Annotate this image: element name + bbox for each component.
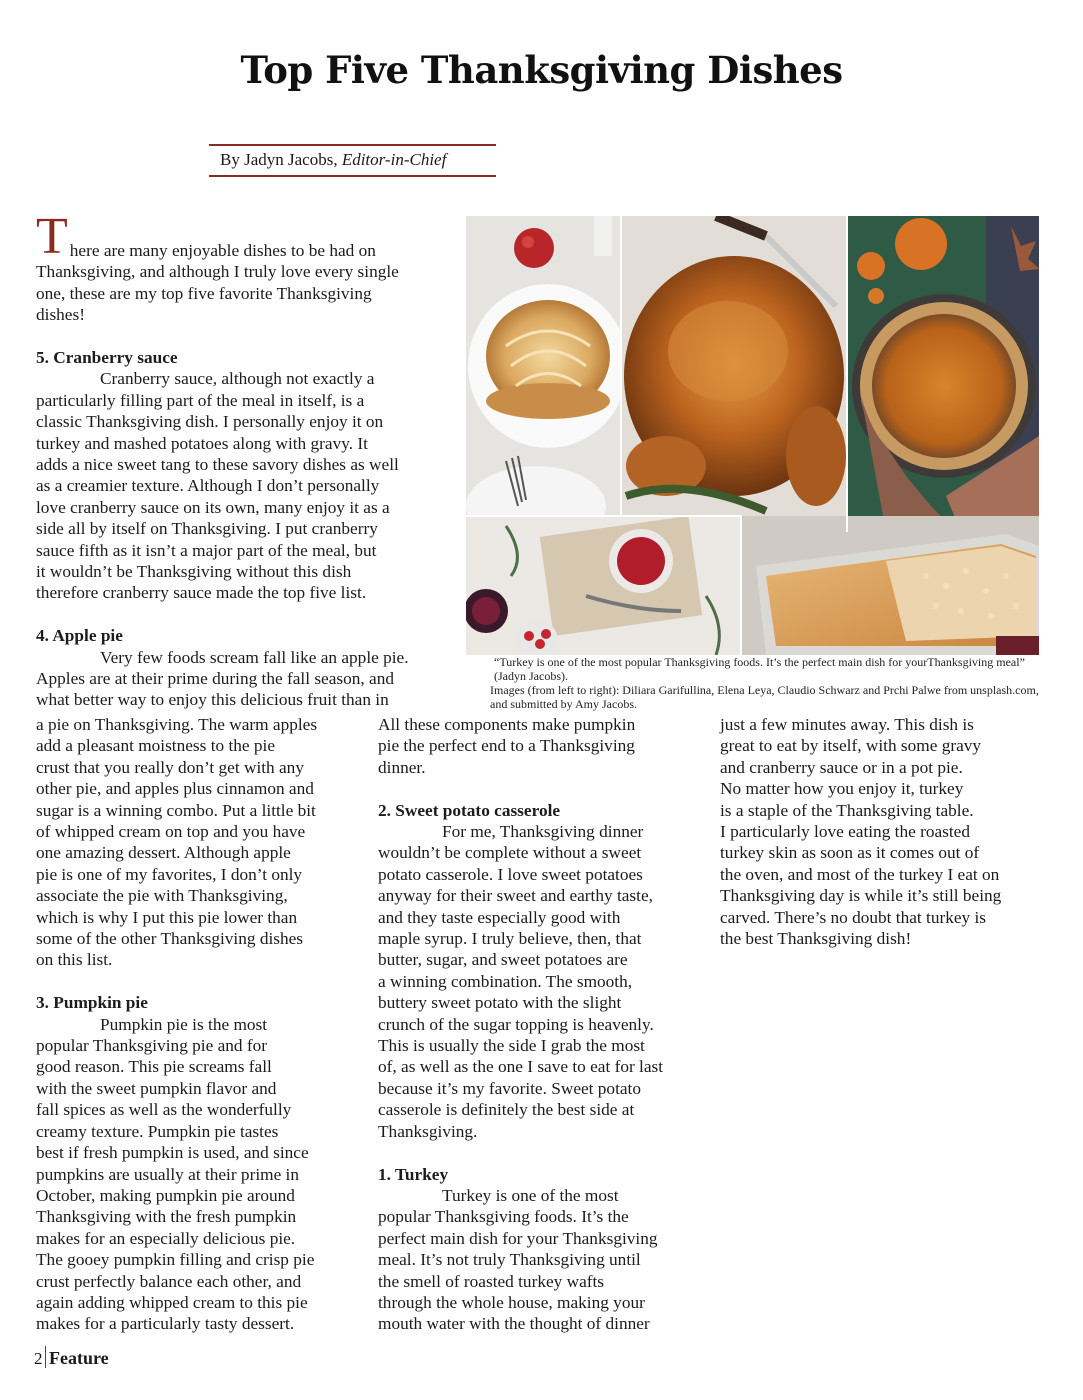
photo-caption bbox=[490, 655, 1050, 711]
text-line: here are many enjoyable dishes to be had on bbox=[69, 241, 376, 260]
text-line: sugar is a winning combo. Put a little bit bbox=[36, 800, 316, 820]
text-line: No matter how you enjoy it, turkey bbox=[720, 779, 964, 799]
text-line: associate the pie with Thanksgiving, bbox=[36, 886, 288, 906]
text-line: Thanksgiving day is while it’s still being bbox=[720, 886, 1002, 906]
text-line: October, making pumpkin pie around bbox=[36, 1185, 295, 1205]
text-line: This is usually the side I grab the most bbox=[378, 1036, 645, 1056]
text-line: it wouldn’t be Thanksgiving without this dish bbox=[36, 562, 352, 582]
heading-turkey: 1. Turkey bbox=[378, 1164, 449, 1184]
text-line: makes for a particularly tasty dessert. bbox=[36, 1314, 295, 1334]
text-line: Thanksgiving, and although I truly love every single bbox=[36, 262, 399, 282]
text-line: casserole is definitely the best side at bbox=[378, 1100, 635, 1120]
text-line: maple syrup. I truly believe, then, that bbox=[378, 929, 642, 949]
text-line: one amazing dessert. Although apple bbox=[36, 843, 291, 863]
text-line: butter, sugar, and sweet potatoes are bbox=[378, 950, 628, 970]
text-line: buttery sweet potato with the slight bbox=[378, 993, 622, 1013]
pumpkin-pie-photo bbox=[847, 216, 1039, 532]
text-line: particularly filling part of the meal in itself, is a bbox=[36, 390, 365, 410]
text-line: Turkey is one of the most bbox=[442, 1185, 619, 1205]
cranberry-paragraph bbox=[36, 368, 456, 603]
apple-pie-paragraph-rest bbox=[36, 714, 366, 971]
text-line: other pie, and apples plus cinnamon and bbox=[36, 779, 314, 799]
caption-quote: “Turkey is one of the most popular Thanksgiving foods. It’s the perfect main dish for yourThanksgiving meal” (Jadyn Jacobs). bbox=[494, 655, 1025, 683]
text-line: sauce fifth as it isn’t a major part of the meal, but bbox=[36, 540, 377, 560]
sweet-potato-casserole-photo bbox=[741, 516, 1039, 655]
column-2 bbox=[378, 714, 708, 1335]
text-line: popular Thanksgiving pie and for bbox=[36, 1036, 268, 1056]
text-line: add a pleasant moistness to the pie bbox=[36, 736, 276, 756]
pumpkin-pie-paragraph bbox=[36, 1014, 366, 1335]
text-line: Very few foods scream fall like an apple pie. bbox=[100, 647, 409, 667]
text-line: meal. It’s not truly Thanksgiving until bbox=[378, 1250, 641, 1270]
text-line: Cranberry sauce, although not exactly a bbox=[100, 369, 375, 389]
cranberry-sauce-photo bbox=[466, 516, 741, 655]
text-line: Apples are at their prime during the fall season, and bbox=[36, 669, 394, 689]
byline-role: Editor-in-Chief bbox=[341, 150, 447, 169]
column-3 bbox=[720, 714, 1060, 949]
text-line: the best Thanksgiving dish! bbox=[720, 929, 912, 949]
text-line: the smell of roasted turkey wafts bbox=[378, 1271, 605, 1291]
column-1-upper bbox=[36, 347, 456, 711]
food-photo-collage bbox=[466, 216, 1039, 655]
text-line: adds a nice sweet tang to these savory dishes as well bbox=[36, 455, 399, 475]
article-title: Top Five Thanksgiving Dishes bbox=[240, 48, 843, 92]
text-line: because it’s my favorite. Sweet potato bbox=[378, 1078, 641, 1098]
column-1-lower bbox=[36, 714, 366, 1335]
text-line: therefore cranberry sauce made the top five list. bbox=[36, 583, 367, 603]
text-line: good reason. This pie screams fall bbox=[36, 1057, 272, 1077]
byline bbox=[220, 150, 446, 170]
text-line: again adding whipped cream to this pie bbox=[36, 1292, 308, 1312]
byline-bottom-rule bbox=[209, 175, 496, 177]
text-line: what better way to enjoy this delicious fruit than in bbox=[36, 690, 389, 710]
text-line: pie the perfect end to a Thanksgiving bbox=[378, 736, 635, 756]
text-line: turkey skin as soon as it comes out of bbox=[720, 843, 980, 863]
text-line: dinner. bbox=[378, 757, 426, 777]
heading-cranberry: 5. Cranberry sauce bbox=[36, 348, 178, 367]
caption-credit: Images (from left to right): Diliara Garifullina, Elena Leya, Claudio Schwarz and Prchi Palwe from unsplash.com, and submitted by Amy Jacobs. bbox=[490, 683, 1039, 711]
text-line: creamy texture. Pumpkin pie tastes bbox=[36, 1121, 279, 1141]
text-line: of whipped cream on top and you have bbox=[36, 822, 306, 842]
byline-top-rule bbox=[209, 144, 496, 146]
text-line: makes for an especially delicious pie. bbox=[36, 1228, 296, 1248]
text-line: Thanksgiving. bbox=[378, 1121, 478, 1141]
text-line: just a few minutes away. This dish is bbox=[720, 715, 974, 734]
heading-pumpkin-pie: 3. Pumpkin pie bbox=[36, 993, 148, 1013]
apple-pie-photo bbox=[466, 216, 628, 546]
text-line: great to eat by itself, with some gravy bbox=[720, 736, 982, 756]
text-line: potato casserole. I love sweet potatoes bbox=[378, 864, 643, 884]
text-line: crust perfectly balance each other, and bbox=[36, 1271, 302, 1291]
text-line: love cranberry sauce on its own, many enjoy it as a bbox=[36, 497, 390, 517]
turkey-paragraph bbox=[378, 1185, 708, 1335]
text-line: best if fresh pumpkin is used, and since bbox=[36, 1143, 309, 1163]
text-line: is a staple of the Thanksgiving table. bbox=[720, 800, 974, 820]
footer-divider bbox=[45, 1346, 47, 1368]
text-line: as a creamier texture. Although I don’t personally bbox=[36, 476, 380, 496]
text-line: some of the other Thanksgiving dishes bbox=[36, 929, 304, 949]
pumpkin-pie-paragraph-end bbox=[378, 714, 708, 778]
text-line: a winning combination. The smooth, bbox=[378, 971, 633, 991]
text-line: crust that you really don’t get with any bbox=[36, 757, 304, 777]
section-name: Feature bbox=[49, 1348, 109, 1368]
text-line: carved. There’s no doubt that turkey is bbox=[720, 907, 987, 927]
page-number: 2 bbox=[34, 1349, 43, 1368]
byline-author: By Jadyn Jacobs, bbox=[220, 150, 342, 169]
turkey-paragraph-end bbox=[720, 714, 1060, 949]
text-line: which is why I put this pie lower than bbox=[36, 907, 298, 927]
text-line: the oven, and most of the turkey I eat on bbox=[720, 864, 1000, 884]
text-line: turkey and mashed potatoes along with gravy. It bbox=[36, 433, 368, 453]
text-line: classic Thanksgiving dish. I personally enjoy it on bbox=[36, 412, 384, 432]
apple-pie-paragraph-start bbox=[36, 647, 456, 711]
text-line: dishes! bbox=[36, 305, 85, 325]
text-line: I particularly love eating the roasted bbox=[720, 822, 970, 842]
text-line: of, as well as the one I save to eat for last bbox=[378, 1057, 664, 1077]
text-line: Thanksgiving with the fresh pumpkin bbox=[36, 1207, 297, 1227]
text-line: pumpkins are usually at their prime in bbox=[36, 1164, 299, 1184]
text-line: anyway for their sweet and earthy taste, bbox=[378, 886, 653, 906]
text-line: with the sweet pumpkin flavor and bbox=[36, 1078, 277, 1098]
text-line: wouldn’t be complete without a sweet bbox=[378, 843, 642, 863]
text-line: pie is one of my favorites, I don’t only bbox=[36, 864, 303, 884]
text-line: one, these are my top five favorite Thanksgiving bbox=[36, 283, 372, 303]
heading-apple-pie: 4. Apple pie bbox=[36, 626, 123, 646]
page-footer bbox=[34, 1346, 109, 1369]
text-line: The gooey pumpkin filling and crisp pie bbox=[36, 1250, 315, 1270]
text-line: popular Thanksgiving foods. It’s the bbox=[378, 1207, 629, 1227]
text-line: Pumpkin pie is the most bbox=[100, 1014, 268, 1034]
text-line: For me, Thanksgiving dinner bbox=[442, 822, 644, 842]
text-line: All these components make pumpkin bbox=[378, 715, 636, 734]
heading-sweet-potato: 2. Sweet potato casserole bbox=[378, 800, 561, 820]
drop-cap: T bbox=[36, 208, 68, 265]
sweet-potato-paragraph bbox=[378, 821, 708, 1142]
text-line: side all by itself on Thanksgiving. I put cranberry bbox=[36, 519, 378, 539]
text-line: and cranberry sauce or in a pot pie. bbox=[720, 757, 963, 777]
text-line: perfect main dish for your Thanksgiving bbox=[378, 1228, 658, 1248]
text-line: crunch of the sugar topping is heavenly. bbox=[378, 1014, 654, 1034]
text-line: through the whole house, making your bbox=[378, 1292, 645, 1312]
text-line: and they taste especially good with bbox=[378, 907, 621, 927]
intro-paragraph bbox=[36, 208, 456, 326]
text-line: fall spices as well as the wonderfully bbox=[36, 1100, 292, 1120]
text-line: a pie on Thanksgiving. The warm apples bbox=[36, 715, 318, 734]
text-line: on this list. bbox=[36, 950, 113, 970]
intro-lines bbox=[36, 208, 456, 326]
roast-turkey-photo bbox=[621, 216, 847, 516]
text-line: mouth water with the thought of dinner bbox=[378, 1314, 650, 1334]
